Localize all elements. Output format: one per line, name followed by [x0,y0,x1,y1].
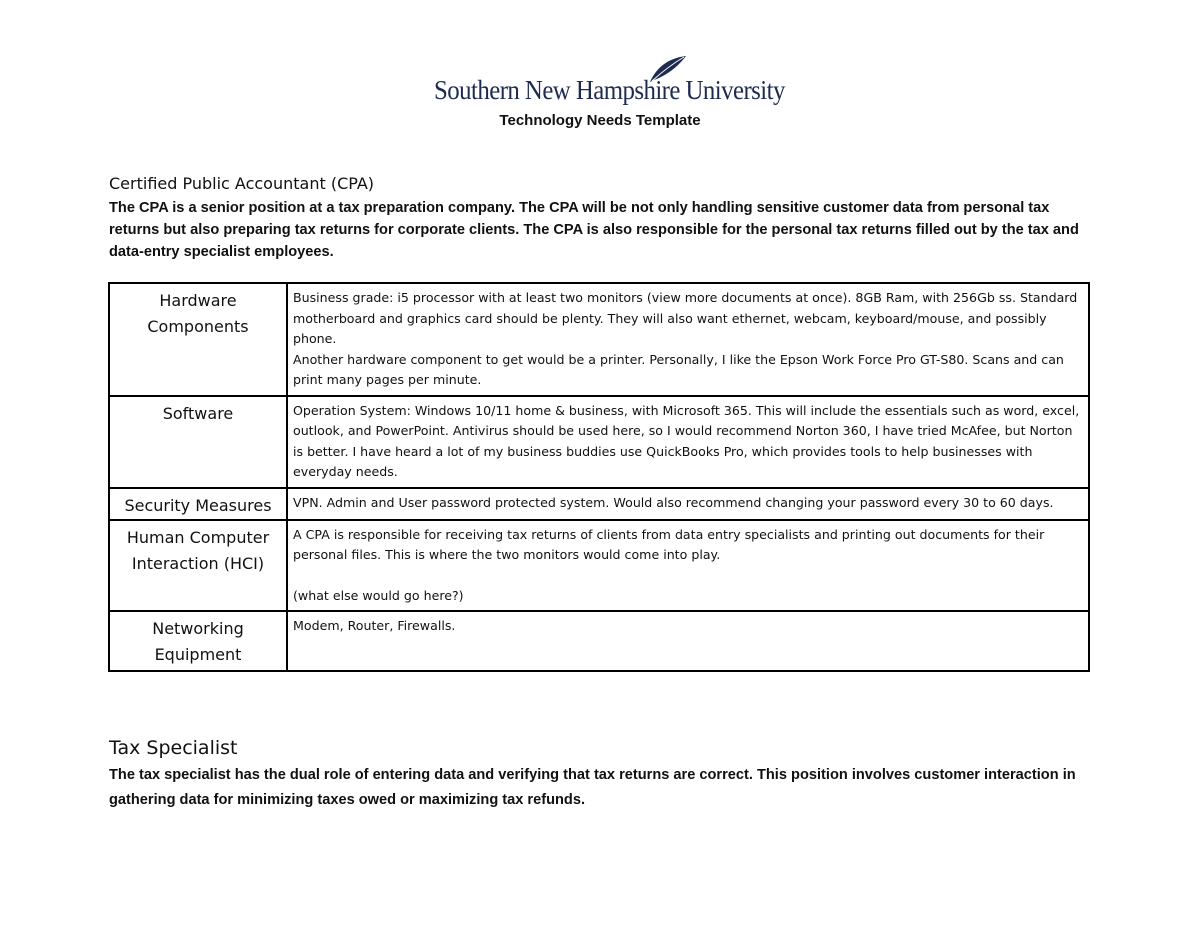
document-title: Technology Needs Template [499,112,701,129]
hci-line-1: A CPA is responsible for receiving tax returns of clients from data entry specialists and printing out documents for their personal files. This is where the two monitors would come into play. [293,526,1045,562]
table-row [109,611,1089,671]
row-content-software [287,396,1089,488]
row-label-networking: Networking Equipment [109,611,287,671]
university-logo [434,72,785,106]
hardware-line-2: Another hardware component to get would be a printer. Personally, I like the Epson Work Force Pro GT-S80. Scans and can print many pages per minute. [293,351,1064,387]
logo-wordmark: Southern New Hampshire University [434,75,785,105]
table-row [109,488,1089,520]
row-content-hci [287,520,1089,612]
table-row [109,520,1089,612]
cpa-heading: Certified Public Accountant (CPA) [109,174,375,193]
hci-line-2 [293,566,1082,586]
tax-specialist-description: The tax specialist has the dual role of entering data and verifying that tax returns are correct. This position involves customer interaction in gathering data for minimizing taxes owed or maximizing tax refunds. [109,767,1076,808]
row-label-software: Software [109,396,287,488]
hardware-line-1: Business grade: i5 processor with at least two monitors (view more documents at once). 8GB Ram, with 256Gb ss. Standard motherboard and graphics card should be plenty. They will also want ethernet, webcam, keyboard/mouse, and possibly phone. [293,290,1078,346]
row-label-security: Security Measures [109,488,287,520]
cpa-description: The CPA is a senior position at a tax preparation company. The CPA will be not only handling sensitive customer data from personal tax returns but also preparing tax returns for corporate clients. The CPA is also responsible for the personal tax returns filled out by the tax and data-entry specialist employees. [109,200,1079,260]
row-content-hardware [287,283,1089,396]
row-label-hardware: Hardware Components [109,283,287,396]
tax-specialist-heading: Tax Specialist [109,737,238,759]
security-line-1: VPN. Admin and User password protected system. Would also recommend changing your password every 30 to 60 days. [293,494,1054,510]
table-row [109,396,1089,488]
table-row [109,283,1089,396]
row-content-security [287,488,1089,520]
row-label-hci: Human Computer Interaction (HCI) [109,520,287,612]
cpa-needs-table [108,282,1090,672]
hci-line-3: (what else would go here?) [293,587,464,603]
software-line-1: Operation System: Windows 10/11 home & business, with Microsoft 365. This will include the essentials such as word, excel, outlook, and PowerPoint. Antivirus should be used here, so I would recommend Norton 360, I have tried McAfee, but Norton is better. I have heard a lot of my business buddies use QuickBooks Pro, which provides tools to help businesses with everyday needs. [293,402,1080,479]
feather-leaf-icon [646,54,688,84]
row-content-networking [287,611,1089,671]
networking-line-1: Modem, Router, Firewalls. [293,618,456,633]
